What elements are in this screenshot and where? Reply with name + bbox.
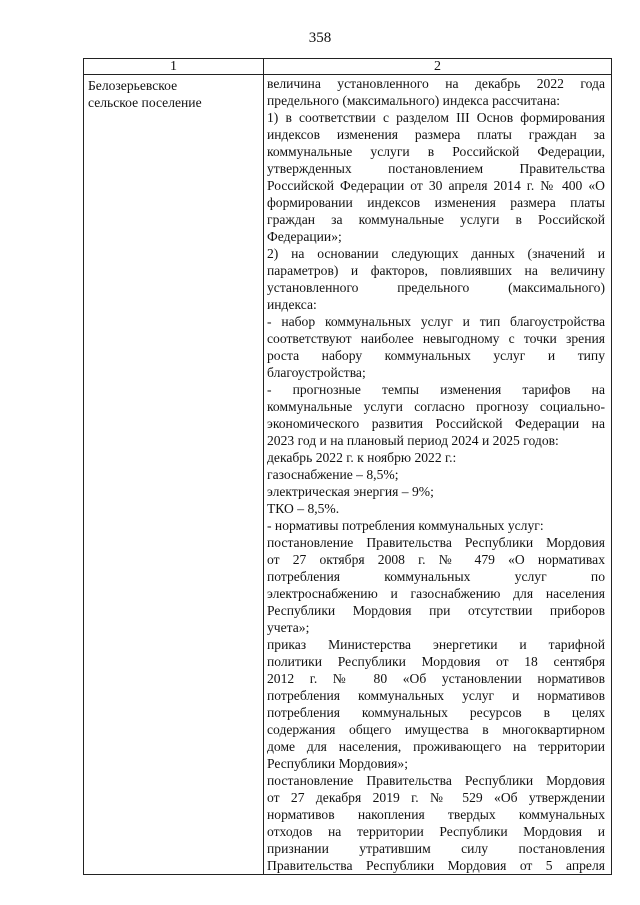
text-line: политики Республики Мордовия от 18 сентября <box>267 654 605 669</box>
settlement-cell <box>84 75 264 875</box>
text-line: потребления коммунальных услуг по <box>267 569 605 584</box>
table-header-row <box>84 59 612 75</box>
text-line: потребления коммунальных ресурсов в целях <box>267 705 605 720</box>
column-1-header: 1 <box>84 59 264 75</box>
text-line: роста набору коммунальных услуг и типу <box>267 348 605 363</box>
text-line: экономического развития Российской Федерации на <box>267 416 605 431</box>
text-line: - прогнозные темпы изменения тарифов на <box>267 382 605 397</box>
text-line: 2) на основании следующих данных (значений и <box>267 246 605 261</box>
text-line: приказ Министерства энергетики и тарифной <box>267 637 605 652</box>
text-line: соответствуют наиболее невыгодному с точки зрения <box>267 331 605 346</box>
text-line: потребления коммунальных услуг и нормативов <box>267 688 605 703</box>
text-line: содержания общего имущества в многоквартирном <box>267 722 605 737</box>
text-line: Республики Мордовия при отсутствии приборов <box>267 603 605 618</box>
text-line: ТКО – 8,5%. <box>267 501 340 516</box>
text-line: электроснабжению и газоснабжению для населения <box>267 586 605 601</box>
text-line: нормативов накопления твердых коммунальных <box>267 807 605 822</box>
text-line: благоустройства; <box>267 365 366 380</box>
text-line: от 27 октября 2008 г. № 479 «О нормативах <box>267 552 605 567</box>
text-line: параметров) и факторов, повлиявших на величину <box>267 263 605 278</box>
text-line: Российской Федерации от 30 апреля 2014 г. № 400 «О <box>267 178 605 193</box>
text-line: 2012 г. № 80 «Об установлении нормативов <box>267 671 605 686</box>
text-line: признании утратившим силу постановления <box>267 841 605 856</box>
text-line: установленного предельного (максимального) <box>267 280 605 295</box>
description-text <box>264 75 611 874</box>
text-line: коммунальные услуги согласно прогнозу социально- <box>267 399 605 414</box>
text-line: - набор коммунальных услуг и тип благоустройства <box>267 314 605 329</box>
text-line: индекса: <box>267 297 317 312</box>
text-line: коммунальные услуги в Российской Федерации, <box>267 144 605 159</box>
settlement-name-line: сельское поселение <box>88 95 202 110</box>
text-line: постановление Правительства Республики Мордовия <box>267 535 605 550</box>
text-line: декабрь 2022 г. к ноябрю 2022 г.: <box>267 450 457 465</box>
text-line: доме для населения, проживающего на территории <box>267 739 605 754</box>
settlement-name <box>84 75 263 111</box>
text-line: газоснабжение – 8,5%; <box>267 467 399 482</box>
text-line: утвержденных постановлением Правительства <box>267 161 605 176</box>
text-line: Правительства Республики Мордовия от 5 апреля <box>267 858 605 873</box>
text-line: формировании индексов изменения размера платы <box>267 195 605 210</box>
text-line: Федерации»; <box>267 229 342 244</box>
text-line: граждан за коммунальные услуги в Российской <box>267 212 605 227</box>
text-line: учета»; <box>267 620 310 635</box>
page-number: 358 <box>308 30 332 46</box>
text-line: Республики Мордовия»; <box>267 756 408 771</box>
description-cell <box>264 75 612 875</box>
settlement-name-line: Белозерьевское <box>88 78 178 93</box>
text-line: 1) в соответствии с разделом III Основ формирования <box>267 110 605 125</box>
text-line: - нормативы потребления коммунальных услуг: <box>267 518 544 533</box>
text-line: от 27 декабря 2019 г. № 529 «Об утверждении <box>267 790 605 805</box>
column-2-header: 2 <box>264 59 612 75</box>
text-line: индексов изменения размера платы граждан за <box>267 127 605 142</box>
document-table <box>83 58 612 875</box>
text-line: электрическая энергия – 9%; <box>267 484 434 499</box>
text-line: отходов на территории Республики Мордовия и <box>267 824 605 839</box>
text-line: предельного (максимального) индекса рассчитана: <box>267 93 561 108</box>
text-line: 2023 год и на плановый период 2024 и 2025 годов: <box>267 433 559 448</box>
text-line: величина установленного на декабрь 2022 года <box>267 76 605 91</box>
table-row <box>84 75 612 875</box>
text-line: постановление Правительства Республики Мордовия <box>267 773 605 788</box>
